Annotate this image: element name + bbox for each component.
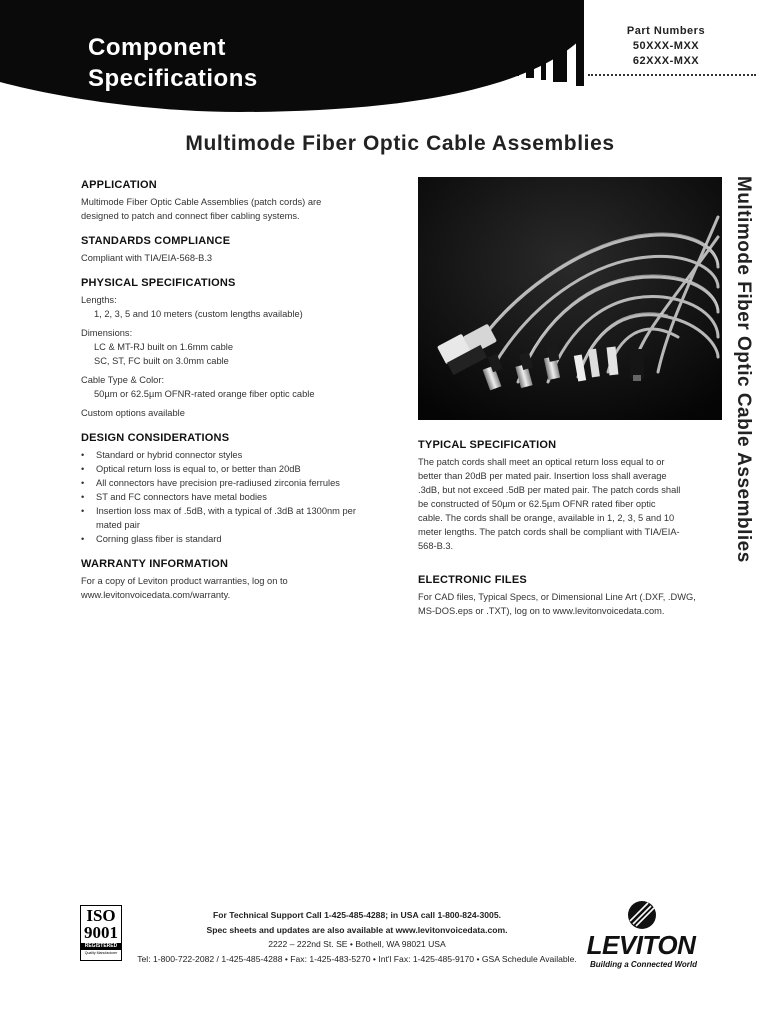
part-number: 50XXX-MXX	[632, 40, 700, 52]
application-section	[81, 178, 401, 223]
left-column	[81, 178, 401, 613]
header-title	[88, 32, 258, 94]
physical-section	[81, 276, 401, 420]
iso-number: 9001	[84, 923, 118, 942]
document-title: Multimode Fiber Optic Cable Assemblies	[185, 132, 615, 155]
dotted-divider	[588, 74, 756, 76]
list-item: • Standard or hybrid connector styles	[81, 448, 401, 462]
typical-spec-section	[418, 438, 718, 553]
part-numbers-label: Part Numbers	[626, 25, 706, 37]
body-line: For CAD files, Typical Specs, or Dimensional Line Art (.DXF, .DWG,	[418, 592, 696, 602]
part-number: 62XXX-MXX	[632, 55, 700, 67]
body-line: designed to patch and connect fiber cabling systems.	[81, 211, 300, 221]
body-line: Compliant with TIA/EIA-568-B.3	[81, 253, 213, 263]
footer-contact	[137, 908, 577, 966]
header-title-line2: Specifications	[88, 65, 258, 92]
body-line: .3dB, but not exceed .5dB per mated pair. The patch cords shall	[418, 485, 681, 495]
section-heading: DESIGN CONSIDERATIONS	[81, 432, 230, 444]
footer-line: Tel: 1-800-722-2082 / 1-425-485-4288 • Fax: 1-425-483-5270 • Int'l Fax: 1-425-485-9170 • GSA Schedule Available.	[137, 953, 577, 964]
body-line: MS-DOS.eps or .TXT), log on to www.levitonvoicedata.com.	[418, 606, 665, 616]
standards-section	[81, 234, 401, 265]
iso-9001-logo	[80, 905, 122, 961]
brand-name: LEVITON	[586, 930, 696, 960]
brand-tagline: Building a Connected World	[590, 960, 697, 969]
spec-value: LC & MT-RJ built on 1.6mm cable	[94, 342, 233, 352]
leviton-logo	[586, 900, 696, 978]
iso-registered: REGISTERED	[81, 943, 121, 950]
body-line: better than 20dB per mated pair. Insertion loss shall average	[418, 471, 667, 481]
section-heading: TYPICAL SPECIFICATION	[418, 439, 557, 451]
iso-quality: Quality Manufacturer	[84, 951, 118, 955]
list-item: • Corning glass fiber is standard	[81, 532, 401, 546]
part-numbers	[600, 24, 732, 69]
spec-note: Custom options available	[81, 408, 185, 418]
side-title: Multimode Fiber Optic Cable Assemblies	[733, 176, 754, 563]
list-item: • Optical return loss is equal to, or better than 20dB	[81, 462, 401, 476]
section-heading: PHYSICAL SPECIFICATIONS	[81, 277, 236, 289]
spec-value: SC, ST, FC built on 3.0mm cable	[94, 356, 229, 366]
body-line: For a copy of Leviton product warranties, log on to	[81, 576, 288, 586]
body-line: The patch cords shall meet an optical return loss equal to or	[418, 457, 665, 467]
section-heading: APPLICATION	[81, 179, 157, 191]
body-line: meter lengths. The patch cords shall be compliant with TIA/EIA-	[418, 527, 680, 537]
body-line: cable. The cords shall be orange, available in 1, 2, 3, 5 and 10	[418, 513, 675, 523]
iso-text: ISO	[86, 906, 116, 925]
electronic-files-section	[418, 573, 718, 618]
spec-label: Dimensions:	[81, 328, 133, 338]
body-line: 568-B.3.	[418, 541, 454, 551]
list-item: • ST and FC connectors have metal bodies	[81, 490, 401, 504]
product-photo	[418, 177, 722, 420]
footer-line: For Technical Support Call 1-425-485-4288; in USA call 1-800-824-3005.	[212, 910, 501, 920]
design-section	[81, 431, 401, 546]
footer-line: 2222 – 222nd St. SE • Bothell, WA 98021 USA	[268, 939, 446, 949]
section-heading: STANDARDS COMPLIANCE	[81, 235, 231, 247]
body-line: be constructed of 50µm or 62.5µm OFNR rated fiber optic	[418, 499, 656, 509]
patch-cord-illustration	[418, 177, 722, 420]
warranty-section	[81, 557, 401, 602]
footer-line: Spec sheets and updates are also available at www.levitonvoicedata.com.	[206, 924, 508, 935]
spec-label: Cable Type & Color:	[81, 375, 165, 385]
section-heading: WARRANTY INFORMATION	[81, 558, 229, 570]
section-heading: ELECTRONIC FILES	[418, 574, 527, 586]
warranty-link[interactable]: www.levitonvoicedata.com/warranty.	[81, 590, 231, 600]
header-title-line1: Component	[88, 34, 226, 61]
spec-label: Lengths:	[81, 295, 117, 305]
list-item: • All connectors have precision pre-radiused zirconia ferrules	[81, 476, 401, 490]
design-list	[81, 448, 401, 546]
spec-value: 50µm or 62.5µm OFNR-rated orange fiber optic cable	[94, 389, 315, 399]
leviton-mark-icon	[627, 900, 657, 930]
body-line: Multimode Fiber Optic Cable Assemblies (patch cords) are	[81, 197, 322, 207]
right-column	[418, 438, 718, 629]
list-item: • Insertion loss max of .5dB, with a typical of .3dB at 1300nm per mated pair	[81, 504, 401, 532]
spec-value: 1, 2, 3, 5 and 10 meters (custom lengths available)	[94, 309, 303, 319]
